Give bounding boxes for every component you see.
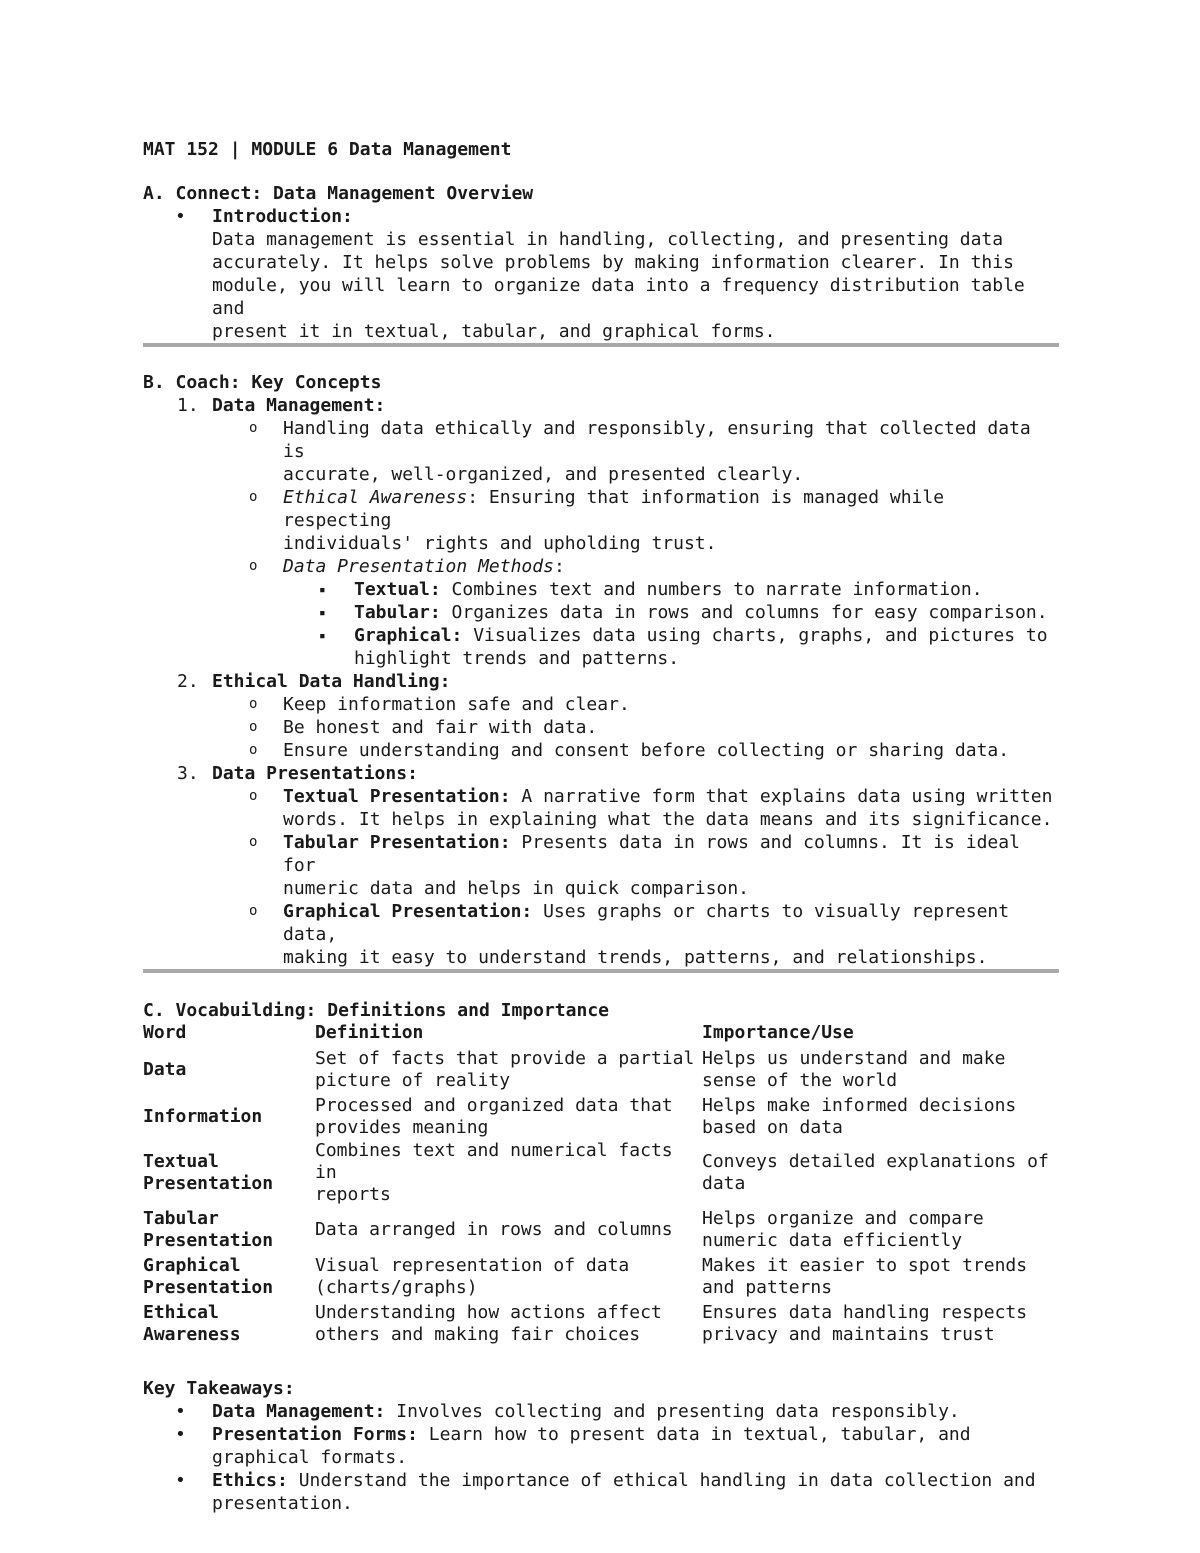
bullet-icon: •: [175, 1401, 186, 1422]
table-row: [143, 1300, 1059, 1347]
sub-item-label: Graphical Presentation:: [283, 901, 533, 922]
importance-cell: [702, 1253, 1059, 1300]
item-number: 3.: [177, 763, 199, 784]
cell-line: Data arranged in rows and columns: [315, 1218, 673, 1240]
section-a-heading: A. Connect: Data Management Overview: [143, 183, 534, 204]
takeaway-text: Understand the importance of ethical handling in data collection and: [287, 1470, 1036, 1491]
sub-item-text: Presents data in rows and columns. It is ideal for: [283, 832, 1020, 876]
table-row: [143, 1253, 1059, 1300]
item-number: 2.: [177, 671, 199, 692]
cell-line: Understanding how actions affect: [315, 1301, 662, 1323]
word-cell: [143, 1206, 315, 1253]
intro-label: Introduction:: [212, 206, 353, 227]
cell-line: Conveys detailed explanations of: [702, 1151, 1049, 1172]
cell-line: picture of reality: [315, 1069, 511, 1091]
definition-cell: [315, 1206, 702, 1253]
section-b-heading: B. Coach: Key Concepts: [143, 372, 382, 393]
cell-line: Set of facts that provide a partial: [315, 1047, 695, 1069]
cell-line: Presentation: [143, 1276, 274, 1298]
sub-item-text: :: [553, 556, 565, 577]
cell-line: based on data: [702, 1116, 843, 1138]
intro-item: [143, 205, 1059, 343]
sub-item: [143, 417, 1059, 486]
method-label: Graphical:: [354, 625, 463, 646]
sub-item: [143, 831, 1059, 900]
table-header-row: [143, 1022, 1059, 1046]
cell-line: Presentation: [143, 1229, 274, 1251]
sub-item: [143, 555, 1059, 578]
cell-line: numeric data efficiently: [702, 1229, 963, 1251]
word-cell: [143, 1300, 315, 1347]
concept-label: Data Management:: [212, 395, 386, 416]
circle-bullet-icon: o: [249, 558, 258, 574]
method-item: [143, 601, 1059, 624]
cell-line: and patterns: [702, 1276, 833, 1298]
cell-line: Presentation: [143, 1173, 274, 1194]
takeaway-label: Ethics:: [212, 1470, 288, 1491]
item-number: 1.: [177, 395, 199, 416]
method-text: Visualizes data using charts, graphs, and pictures to: [462, 625, 1048, 646]
cell-line: reports: [315, 1184, 391, 1205]
sub-item-text: Uses graphs or charts to visually represent data,: [283, 901, 1010, 945]
sub-item-label: Textual Presentation:: [283, 786, 511, 807]
takeaways-heading: Key Takeaways:: [143, 1378, 295, 1399]
cell-line: Tabular: [143, 1207, 219, 1229]
cell-line: Combines text and numerical facts in: [315, 1140, 673, 1183]
cell-line: Helps us understand and make: [702, 1047, 1006, 1069]
intro-line: accurately. It helps solve problems by making information clearer. In this: [212, 252, 1014, 273]
column-header: Definition: [315, 1022, 424, 1043]
method-text: Combines text and numbers to narrate information.: [440, 579, 983, 600]
word-cell: [143, 1140, 315, 1206]
sub-item-line: numeric data and helps in quick comparison.: [283, 878, 749, 899]
sub-item: [143, 693, 1059, 716]
circle-bullet-icon: o: [249, 903, 258, 919]
word-cell: [143, 1046, 315, 1093]
sub-item-text: Be honest and fair with data.: [283, 717, 598, 738]
sub-item-line: accurate, well-organized, and presented clearly.: [283, 464, 804, 485]
intro-line: module, you will learn to organize data into a frequency distribution table and: [212, 275, 1025, 319]
document-page: [143, 138, 1059, 1515]
column-header: Word: [143, 1022, 187, 1043]
sub-item-text: : Ensuring that information is managed while respecting: [283, 487, 945, 531]
importance-cell: [702, 1093, 1059, 1140]
cell-line: Helps organize and compare: [702, 1207, 984, 1229]
cell-line: Awareness: [143, 1323, 241, 1345]
table-row: [143, 1140, 1059, 1206]
importance-cell: [702, 1300, 1059, 1347]
takeaway-item: [143, 1400, 1059, 1423]
cell-line: Processed and organized data that: [315, 1094, 673, 1116]
method-text: Organizes data in rows and columns for easy comparison.: [440, 602, 1048, 623]
sub-item-italic: Data Presentation Methods: [283, 556, 554, 577]
circle-bullet-icon: o: [249, 788, 258, 804]
takeaway-item: [143, 1469, 1059, 1515]
sub-item-italic: Ethical Awareness: [283, 487, 468, 508]
circle-bullet-icon: o: [249, 742, 258, 758]
cell-line: Textual: [143, 1151, 219, 1172]
importance-cell: [702, 1046, 1059, 1093]
word-cell: [143, 1253, 315, 1300]
concept-item-3: [143, 762, 1059, 785]
square-bullet-icon: ▪: [319, 629, 326, 642]
definition-cell: [315, 1046, 702, 1093]
circle-bullet-icon: o: [249, 696, 258, 712]
circle-bullet-icon: o: [249, 420, 258, 436]
cell-line: provides meaning: [315, 1116, 489, 1138]
cell-line: Ensures data handling respects: [702, 1301, 1028, 1323]
takeaway-item: [143, 1423, 1059, 1469]
concept-item-1: [143, 394, 1059, 417]
concept-label: Ethical Data Handling:: [212, 671, 451, 692]
intro-line: present it in textual, tabular, and graphical forms.: [212, 321, 776, 342]
section-c-heading: C. Vocabuilding: Definitions and Importance: [143, 1000, 609, 1021]
cell-line: privacy and maintains trust: [702, 1323, 995, 1345]
sub-item-text: A narrative form that explains data using written: [510, 786, 1053, 807]
table-row: [143, 1046, 1059, 1093]
method-label: Tabular:: [354, 602, 441, 623]
concept-item-2: [143, 670, 1059, 693]
importance-cell: [702, 1206, 1059, 1253]
cell-line: Ethical: [143, 1301, 219, 1323]
takeaway-text: Involves collecting and presenting data responsibly.: [385, 1401, 960, 1422]
circle-bullet-icon: o: [249, 489, 258, 505]
cell-line: Helps make informed decisions: [702, 1094, 1017, 1116]
column-header: Importance/Use: [702, 1022, 854, 1043]
concept-label: Data Presentations:: [212, 763, 418, 784]
sub-item: [143, 785, 1059, 831]
word-cell: [143, 1093, 315, 1140]
sub-item: [143, 486, 1059, 555]
cell-line: others and making fair choices: [315, 1323, 641, 1345]
cell-line: Makes it easier to spot trends: [702, 1254, 1028, 1276]
intro-line: Data management is essential in handling, collecting, and presenting data: [212, 229, 1004, 250]
sub-item-text: Ensure understanding and consent before collecting or sharing data.: [283, 740, 1010, 761]
sub-item-line: Handling data ethically and responsibly, ensuring that collected data is: [283, 418, 1031, 462]
table-row: [143, 1206, 1059, 1253]
cell-line: Data: [143, 1058, 187, 1080]
bullet-icon: •: [175, 1470, 186, 1491]
definition-cell: [315, 1300, 702, 1347]
takeaway-label: Presentation Forms:: [212, 1424, 418, 1445]
takeaway-text: Learn how to present data in textual, tabular, and: [417, 1424, 971, 1445]
bullet-icon: •: [175, 1424, 186, 1445]
cell-line: Visual representation of data: [315, 1254, 630, 1276]
bullet-icon: •: [175, 206, 186, 227]
circle-bullet-icon: o: [249, 834, 258, 850]
definition-cell: [315, 1253, 702, 1300]
takeaway-line: graphical formats.: [212, 1447, 408, 1468]
sub-item-label: Tabular Presentation:: [283, 832, 511, 853]
sub-item: [143, 716, 1059, 739]
square-bullet-icon: ▪: [319, 583, 326, 596]
method-item: [143, 578, 1059, 601]
table-row: [143, 1093, 1059, 1140]
page-title: MAT 152 | MODULE 6 Data Management: [143, 139, 512, 160]
cell-line: Information: [143, 1105, 263, 1127]
importance-cell: [702, 1140, 1059, 1206]
definition-cell: [315, 1093, 702, 1140]
cell-line: sense of the world: [702, 1069, 898, 1091]
definition-cell: [315, 1140, 702, 1206]
takeaway-line: presentation.: [212, 1493, 353, 1514]
cell-line: data: [702, 1173, 746, 1194]
circle-bullet-icon: o: [249, 719, 258, 735]
sub-item: [143, 900, 1059, 969]
method-line: highlight trends and patterns.: [354, 648, 680, 669]
sub-item-line: words. It helps in explaining what the data means and its significance.: [283, 809, 1053, 830]
sub-item: [143, 739, 1059, 762]
cell-line: (charts/graphs): [315, 1276, 478, 1298]
method-item: [143, 624, 1059, 670]
vocabulary-table: [143, 1022, 1059, 1347]
sub-item-line: making it easy to understand trends, patterns, and relationships.: [283, 947, 988, 968]
sub-item-text: Keep information safe and clear.: [283, 694, 630, 715]
square-bullet-icon: ▪: [319, 606, 326, 619]
method-label: Textual:: [354, 579, 441, 600]
takeaway-label: Data Management:: [212, 1401, 386, 1422]
sub-item-line: individuals' rights and upholding trust.: [283, 533, 717, 554]
cell-line: Graphical: [143, 1254, 241, 1276]
